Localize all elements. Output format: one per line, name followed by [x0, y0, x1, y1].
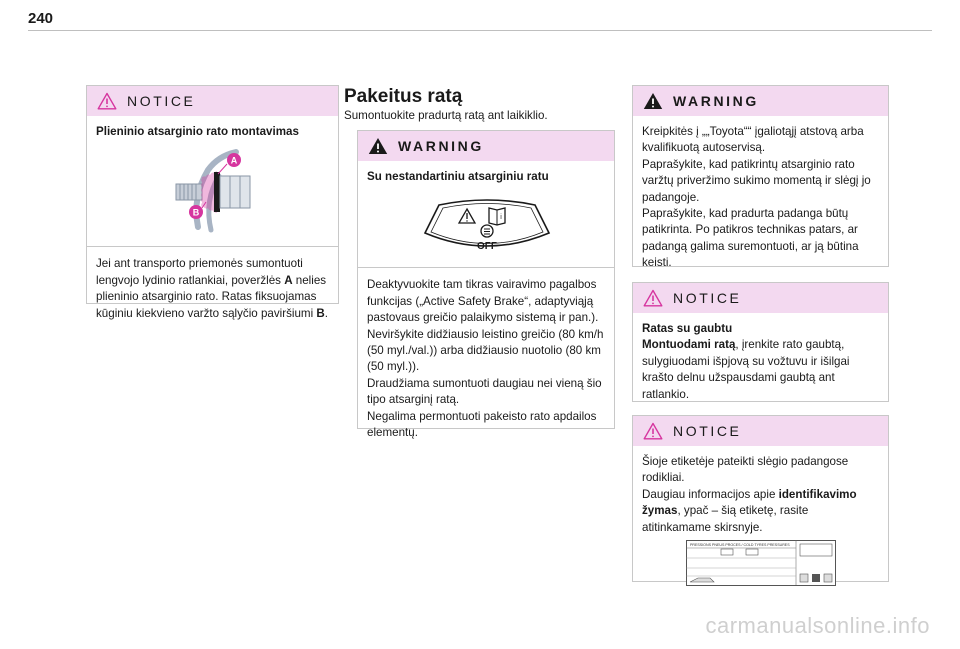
label-heading: PRESSIONS PNEUS PROCES / COLD TYRES PRESSURES: [690, 543, 790, 548]
notice-header: [633, 416, 888, 446]
notice-text-1: Šioje etiketėje pateikti slėgio padangose rodikliai.: [642, 455, 849, 485]
warning-triangle-icon: [643, 92, 663, 110]
notice-triangle-icon: [643, 289, 663, 307]
notice-text-2: Daugiau informacijos apie identifikavimo žymas, ypač – šią etiketę, rasite atitinkamame skirsnyje.: [642, 487, 857, 534]
notice-label: NOTICE: [127, 93, 196, 109]
notice-label: NOTICE: [673, 290, 742, 306]
warning-text: Deaktyvuokite tam tikras vairavimo pagalbos funkcijas („Active Safety Brake“, adaptyviąją pastovaus greičio palaikymo sistemą ir pan.). Neviršykite didžiausio leistino greičio (80 km/h (50 myl./val.)) arba didžiausio nuotolio (80 km (50 myl.)). Draudžiama sumontuoti daugiau nei vieną šio tipo atsarginį ratą. Negalima permontuoti pakeisto rato apdailos elementų.: [367, 278, 604, 440]
warning-label: WARNING: [398, 138, 484, 154]
warning-triangle-icon: [368, 137, 388, 155]
svg-text:i: i: [500, 214, 502, 222]
warning-text: Kreipkitės į „„Toyota““ įgaliotąjį atstovą arba kvalifikuotą autoservisą. Paprašykite, kad patikrintų atsarginio rato varžtų priveržimo sukimo momentą ir slėgį jo padangoje. Paprašykite, kad pradurta padanga būtų patikrinta. Po patikros technikas patars, ar padangą galima suremontuoti, ar ją būtina keisti.: [642, 125, 871, 270]
right-notice-box-2: [632, 415, 889, 582]
right-notice-box-1: [632, 282, 889, 402]
wheel-bolt-illustration: [96, 142, 329, 242]
page-number: 240: [28, 10, 54, 27]
badge-a-label: A: [230, 155, 238, 166]
badge-b-label: B: [192, 207, 200, 218]
warning-header: [633, 86, 888, 116]
watermark: carmanualsonline.info: [705, 613, 930, 638]
warning-title: Su nestandartiniu atsarginiu ratu: [367, 170, 549, 183]
off-label: OFF: [477, 241, 497, 253]
tyre-pressure-label-illustration: [686, 540, 836, 586]
notice-text: Jei ant transporto priemonės sumontuoti lengvojo lydinio ratlankiai, poveržlės A nelies plieninio atsarginio rato. Ratas fiksuojamas kūginiu kiekvieno varžto sąlyčio paviršiumi B.: [96, 257, 328, 320]
notice-title: Ratas su gaubtu: [642, 322, 733, 335]
warning-header: [358, 131, 614, 161]
warning-label: WARNING: [673, 93, 759, 109]
notice-triangle-icon: [97, 92, 117, 110]
top-rule: [28, 30, 932, 31]
notice-label: NOTICE: [673, 423, 742, 439]
notice-triangle-icon: [643, 422, 663, 440]
notice-title: Plieninio atsarginio rato montavimas: [96, 125, 299, 138]
divider: [358, 267, 614, 268]
notice-header: [633, 283, 888, 313]
right-warning-box: [632, 85, 889, 270]
section-title: Pakeitus ratą: [344, 86, 463, 107]
left-notice-box: [86, 85, 339, 320]
section-subtitle: Sumontuokite pradurtą ratą ant laikiklio.: [344, 109, 548, 122]
divider: [87, 246, 338, 247]
notice-header: [87, 86, 338, 116]
middle-warning-box: [357, 130, 615, 440]
notice-text: Montuodami ratą, įrenkite rato gaubtą, sulygiuodami išpjovą su vožtuvu ir išilgai krašto delnu užspausdami gaubtą ant ratlankio.: [642, 338, 850, 401]
dashboard-warning-illustration: [367, 193, 607, 261]
